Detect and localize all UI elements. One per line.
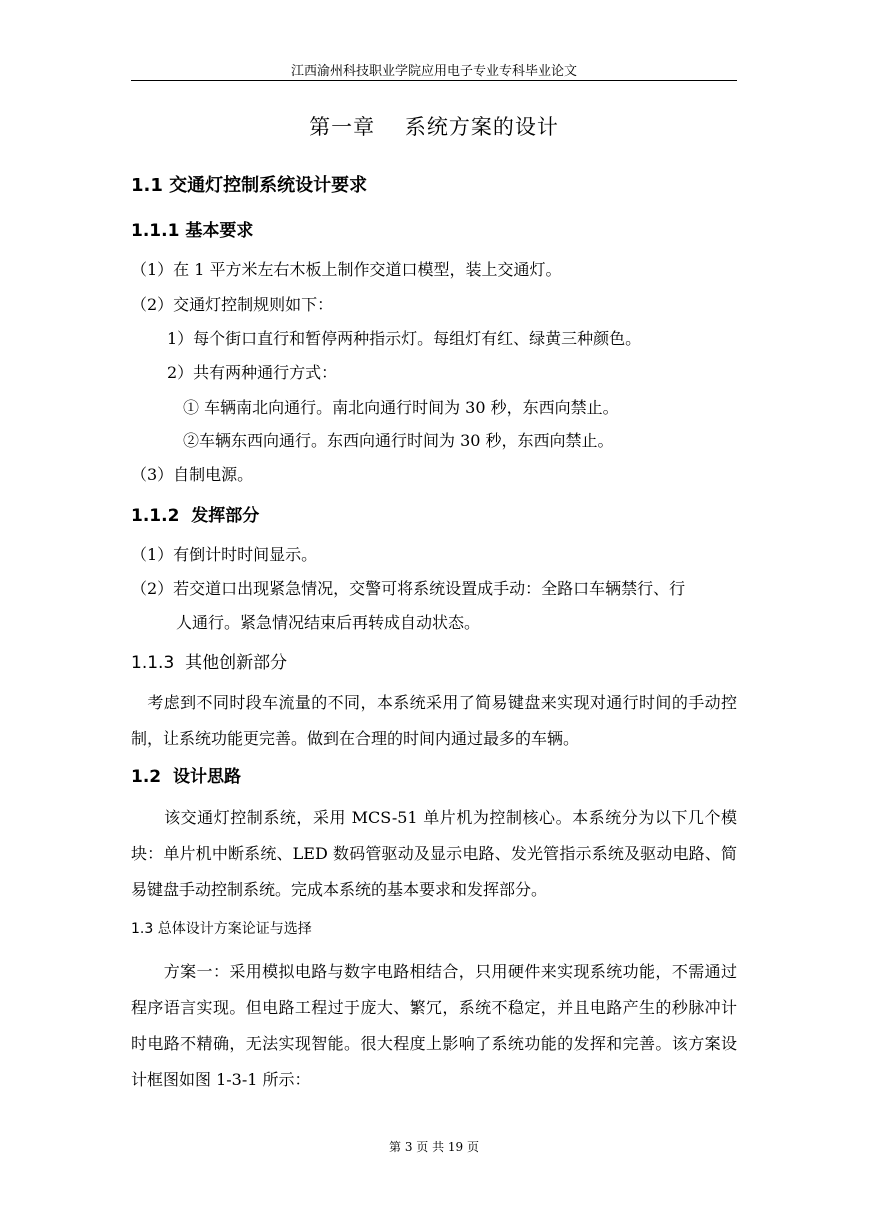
requirement-item: （1）在 1 平方米左右木板上制作交道口模型，装上交通灯。 xyxy=(131,260,562,279)
requirement-subitem: 1）每个街口直行和暂停两种指示灯。每组灯有红、绿黄三种颜色。 xyxy=(167,329,642,348)
extension-item-continued: 人通行。紧急情况结束后再转成自动状态。 xyxy=(176,613,481,632)
requirement-item: （2）交通灯控制规则如下： xyxy=(131,295,334,314)
section-1-2-paragraph: 该交通灯控制系统，采用 MCS-51 单片机为控制核心。本系统分为以下几个模块：单片机中断系统、LED 数码管驱动及显示电路、发光管指示系统及驱动电路、简易键盘手动控制系统。完成本系统的基本要求和发挥部分。 xyxy=(131,808,737,899)
section-1-3-paragraph: 方案一：采用模拟电路与数字电路相结合，只用硬件来实现系统功能，不需通过程序语言实现。但电路工程过于庞大、繁冗，系统不稳定，并且电路产生的秒脉冲计时电路不精确，无法实现智能。很大程度上影响了系统功能的发挥和完善。该方案设计框图如图 1-3-1 所示： xyxy=(131,962,737,1089)
chapter-title: 第一章 系统方案的设计 xyxy=(309,115,559,139)
requirement-item: （3）自制电源。 xyxy=(131,465,254,484)
extension-item: （2）若交道口出现紧急情况，交警可将系统设置成手动：全路口车辆禁行、行 xyxy=(131,579,686,598)
section-1-1-2-heading: 1.1.2 发挥部分 xyxy=(131,506,260,526)
section-1-1-heading: 1.1 交通灯控制系统设计要求 xyxy=(131,175,368,196)
page-header: 江西渝州科技职业学院应用电子专业专科毕业论文 xyxy=(290,64,577,79)
header-rule xyxy=(131,80,737,81)
requirement-mode-item: ②车辆东西向通行。东西向通行时间为 30 秒，东西向禁止。 xyxy=(183,431,614,450)
section-1-1-3-heading: 1.1.3 其他创新部分 xyxy=(131,653,288,673)
page-footer: 第 3 页 共 19 页 xyxy=(389,1140,479,1154)
section-1-1-1-heading: 1.1.1 基本要求 xyxy=(131,221,254,241)
section-1-2-heading: 1.2 设计思路 xyxy=(131,767,241,787)
section-1-3-heading: 1.3 总体设计方案论证与选择 xyxy=(131,921,312,937)
requirement-mode-item: ① 车辆南北向通行。南北向通行时间为 30 秒，东西向禁止。 xyxy=(183,398,619,417)
extension-item: （1）有倒计时时间显示。 xyxy=(131,545,318,564)
section-1-1-3-paragraph: 考虑到不同时段车流量的不同，本系统采用了简易键盘来实现对通行时间的手动控制，让系统功能更完善。做到在合理的时间内通过最多的车辆。 xyxy=(131,693,737,748)
requirement-subitem: 2）共有两种通行方式： xyxy=(167,363,338,382)
